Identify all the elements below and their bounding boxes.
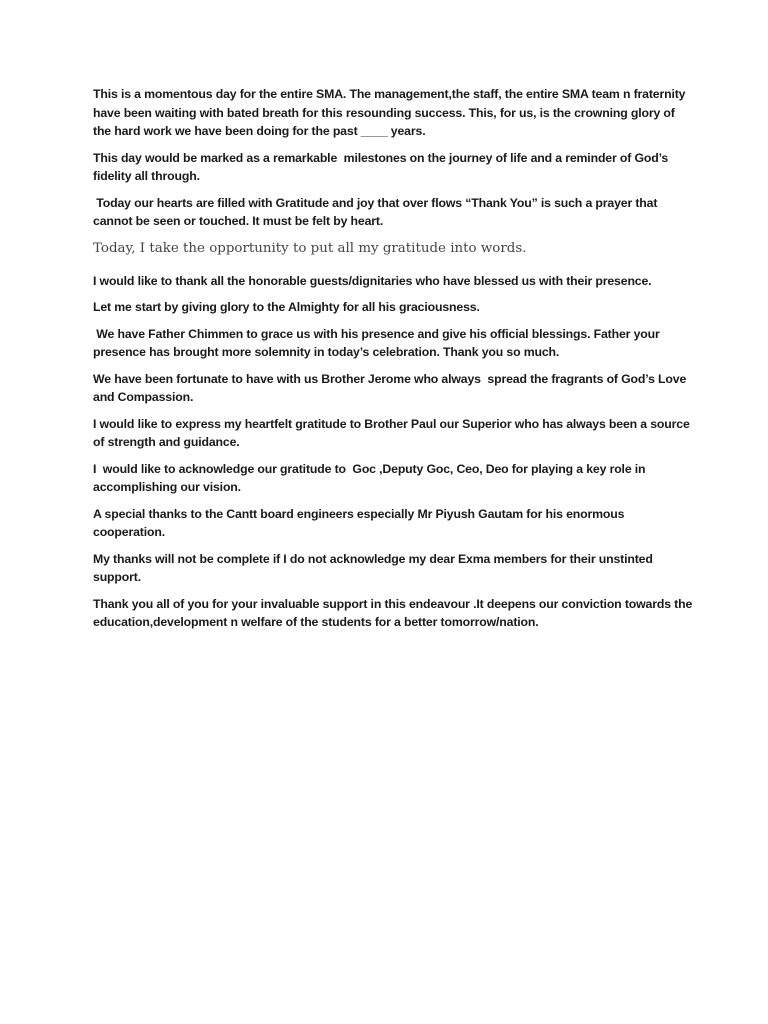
paragraph-closing: Thank you all of you for your invaluable support in this endeavour .It deepens our conviction towards the education,development n welfare of the students for a better tomorrow/nation. — [93, 596, 696, 629]
paragraph-goc: I would like to acknowledge our gratitude to Goc ,Deputy Goc, Ceo, Deo for playing a key role in accomplishing our vision. — [93, 461, 649, 494]
paragraph-exma: My thanks will not be complete if I do not acknowledge my dear Exma members for their unstinted support. — [93, 551, 656, 584]
paragraph-father-chimmen: We have Father Chimmen to grace us with his presence and give his official blessings. Father your presence has brought more solemnity in today’s celebration. Thank you so much. — [93, 326, 663, 359]
paragraph-guests: I would like to thank all the honorable guests/dignitaries who have blessed us with their presence. — [93, 273, 652, 288]
paragraph-almighty: Let me start by giving glory to the Almighty for all his graciousness. — [93, 300, 480, 314]
document-body — [93, 85, 696, 640]
paragraph-cantt-board: A special thanks to the Cantt board engineers especially Mr Piyush Gautam for his enormous cooperation. — [93, 506, 628, 539]
paragraph-brother-jerome: We have been fortunate to have with us Brother Jerome who always spread the fragrants of God’s Love and Compassion. — [93, 371, 690, 404]
paragraph-intro: This is a momentous day for the entire SMA. The management,the staff, the entire SMA team n fraternity have been waiting with bated breath for this resounding success. This, for us, is the crowning glory of the hard work we have been doing for the past ____ years. — [93, 87, 689, 138]
paragraph-gratitude: Today our hearts are filled with Gratitude and joy that over flows “Thank You” is such a prayer that cannot be seen or touched. It must be felt by heart. — [93, 195, 661, 228]
paragraph-brother-paul: I would like to express my heartfelt gratitude to Brother Paul our Superior who has always been a source of strength and guidance. — [93, 416, 693, 449]
paragraph-milestone: This day would be marked as a remarkable milestones on the journey of life and a reminder of God’s fidelity all through. — [93, 150, 672, 183]
paragraph-opportunity: Today, I take the opportunity to put all my gratitude into words. — [93, 240, 527, 256]
